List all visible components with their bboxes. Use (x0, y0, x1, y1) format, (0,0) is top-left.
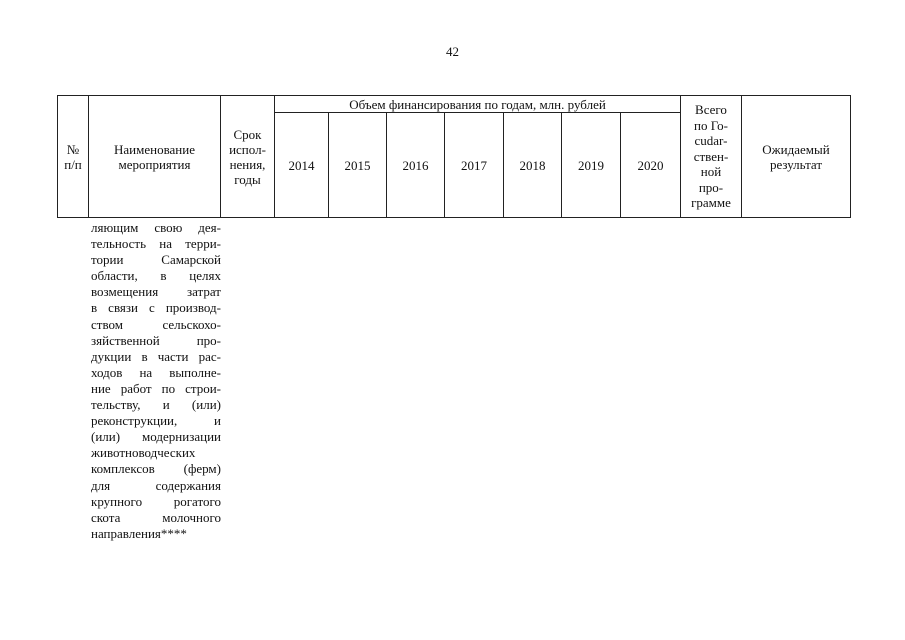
activity-name-line: ние работ по строи- (91, 380, 221, 396)
activity-name-line: реконструкции, и (91, 413, 221, 429)
header-name (89, 96, 220, 217)
activity-name-line: в связи с производ- (91, 300, 221, 316)
header-name-line-2: мероприятия (118, 156, 191, 172)
page-number: 42 (446, 44, 459, 59)
header-year-2020: 2020 (637, 157, 664, 173)
activity-name-line: тории Самарской (91, 252, 221, 268)
header-result (742, 96, 850, 217)
header-total-line-4: ствен- (693, 148, 729, 164)
activity-name-line: зяйственной про- (91, 332, 221, 348)
header-total (681, 96, 741, 217)
activity-name-line: для содержания (91, 477, 221, 493)
header-number-line-1: № (66, 141, 80, 157)
header-total-line-2: по Го- (694, 117, 728, 133)
activity-name-line: (или) модернизации (91, 429, 221, 445)
header-total-line-3: сudar- (694, 133, 728, 149)
activity-name-line: дукции в части рас- (91, 348, 221, 364)
header-year-2016: 2016 (402, 157, 429, 173)
header-year-2015: 2015 (344, 157, 371, 173)
header-result-line-2: результат (769, 156, 823, 172)
header-term-line-4: годы (234, 171, 261, 187)
header-term-line-3: нения, (229, 156, 266, 172)
header-number-line-2: п/п (64, 156, 82, 172)
header-funding-group: Объем финансирования по годам, млн. рублей (349, 96, 606, 112)
activity-name-line: ляющим свою дея- (91, 220, 221, 235)
header-term-line-1: Срок (233, 126, 262, 142)
header-term-line-2: испол- (229, 141, 266, 157)
activity-name-line: области, в целях (91, 268, 221, 284)
header-total-line-1: Всего (695, 102, 727, 118)
header-total-line-6: про- (698, 179, 724, 195)
header-number (58, 96, 88, 217)
activity-name-line: животноводческих (91, 445, 196, 461)
activity-name-line: крупного рогатого (91, 493, 221, 509)
header-term (221, 96, 274, 217)
activity-name-line: ством сельскохо- (91, 316, 221, 332)
header-total-line-7: грамме (691, 195, 731, 211)
header-name-line-1: Наименование (114, 141, 195, 157)
activity-name-line: комплексов (ферм) (91, 461, 221, 477)
activity-name-continuation (91, 220, 221, 542)
activity-name-line: тельность на терри- (91, 236, 221, 252)
header-year-2019: 2019 (578, 157, 604, 173)
header-year-2018: 2018 (519, 157, 546, 173)
activity-name-line: ходов на выполне- (91, 364, 221, 380)
activity-name-line: возмещения затрат (91, 284, 221, 300)
header-year-2014: 2014 (288, 157, 315, 173)
header-total-line-5: ной (700, 164, 722, 180)
header-result-line-1: Ожидаемый (762, 141, 830, 157)
header-year-2017: 2017 (461, 157, 487, 173)
activity-name-line: скота молочного (91, 509, 221, 525)
activity-name-line: тельству, и (или) (91, 397, 221, 413)
activity-name-line: направления**** (91, 525, 187, 541)
